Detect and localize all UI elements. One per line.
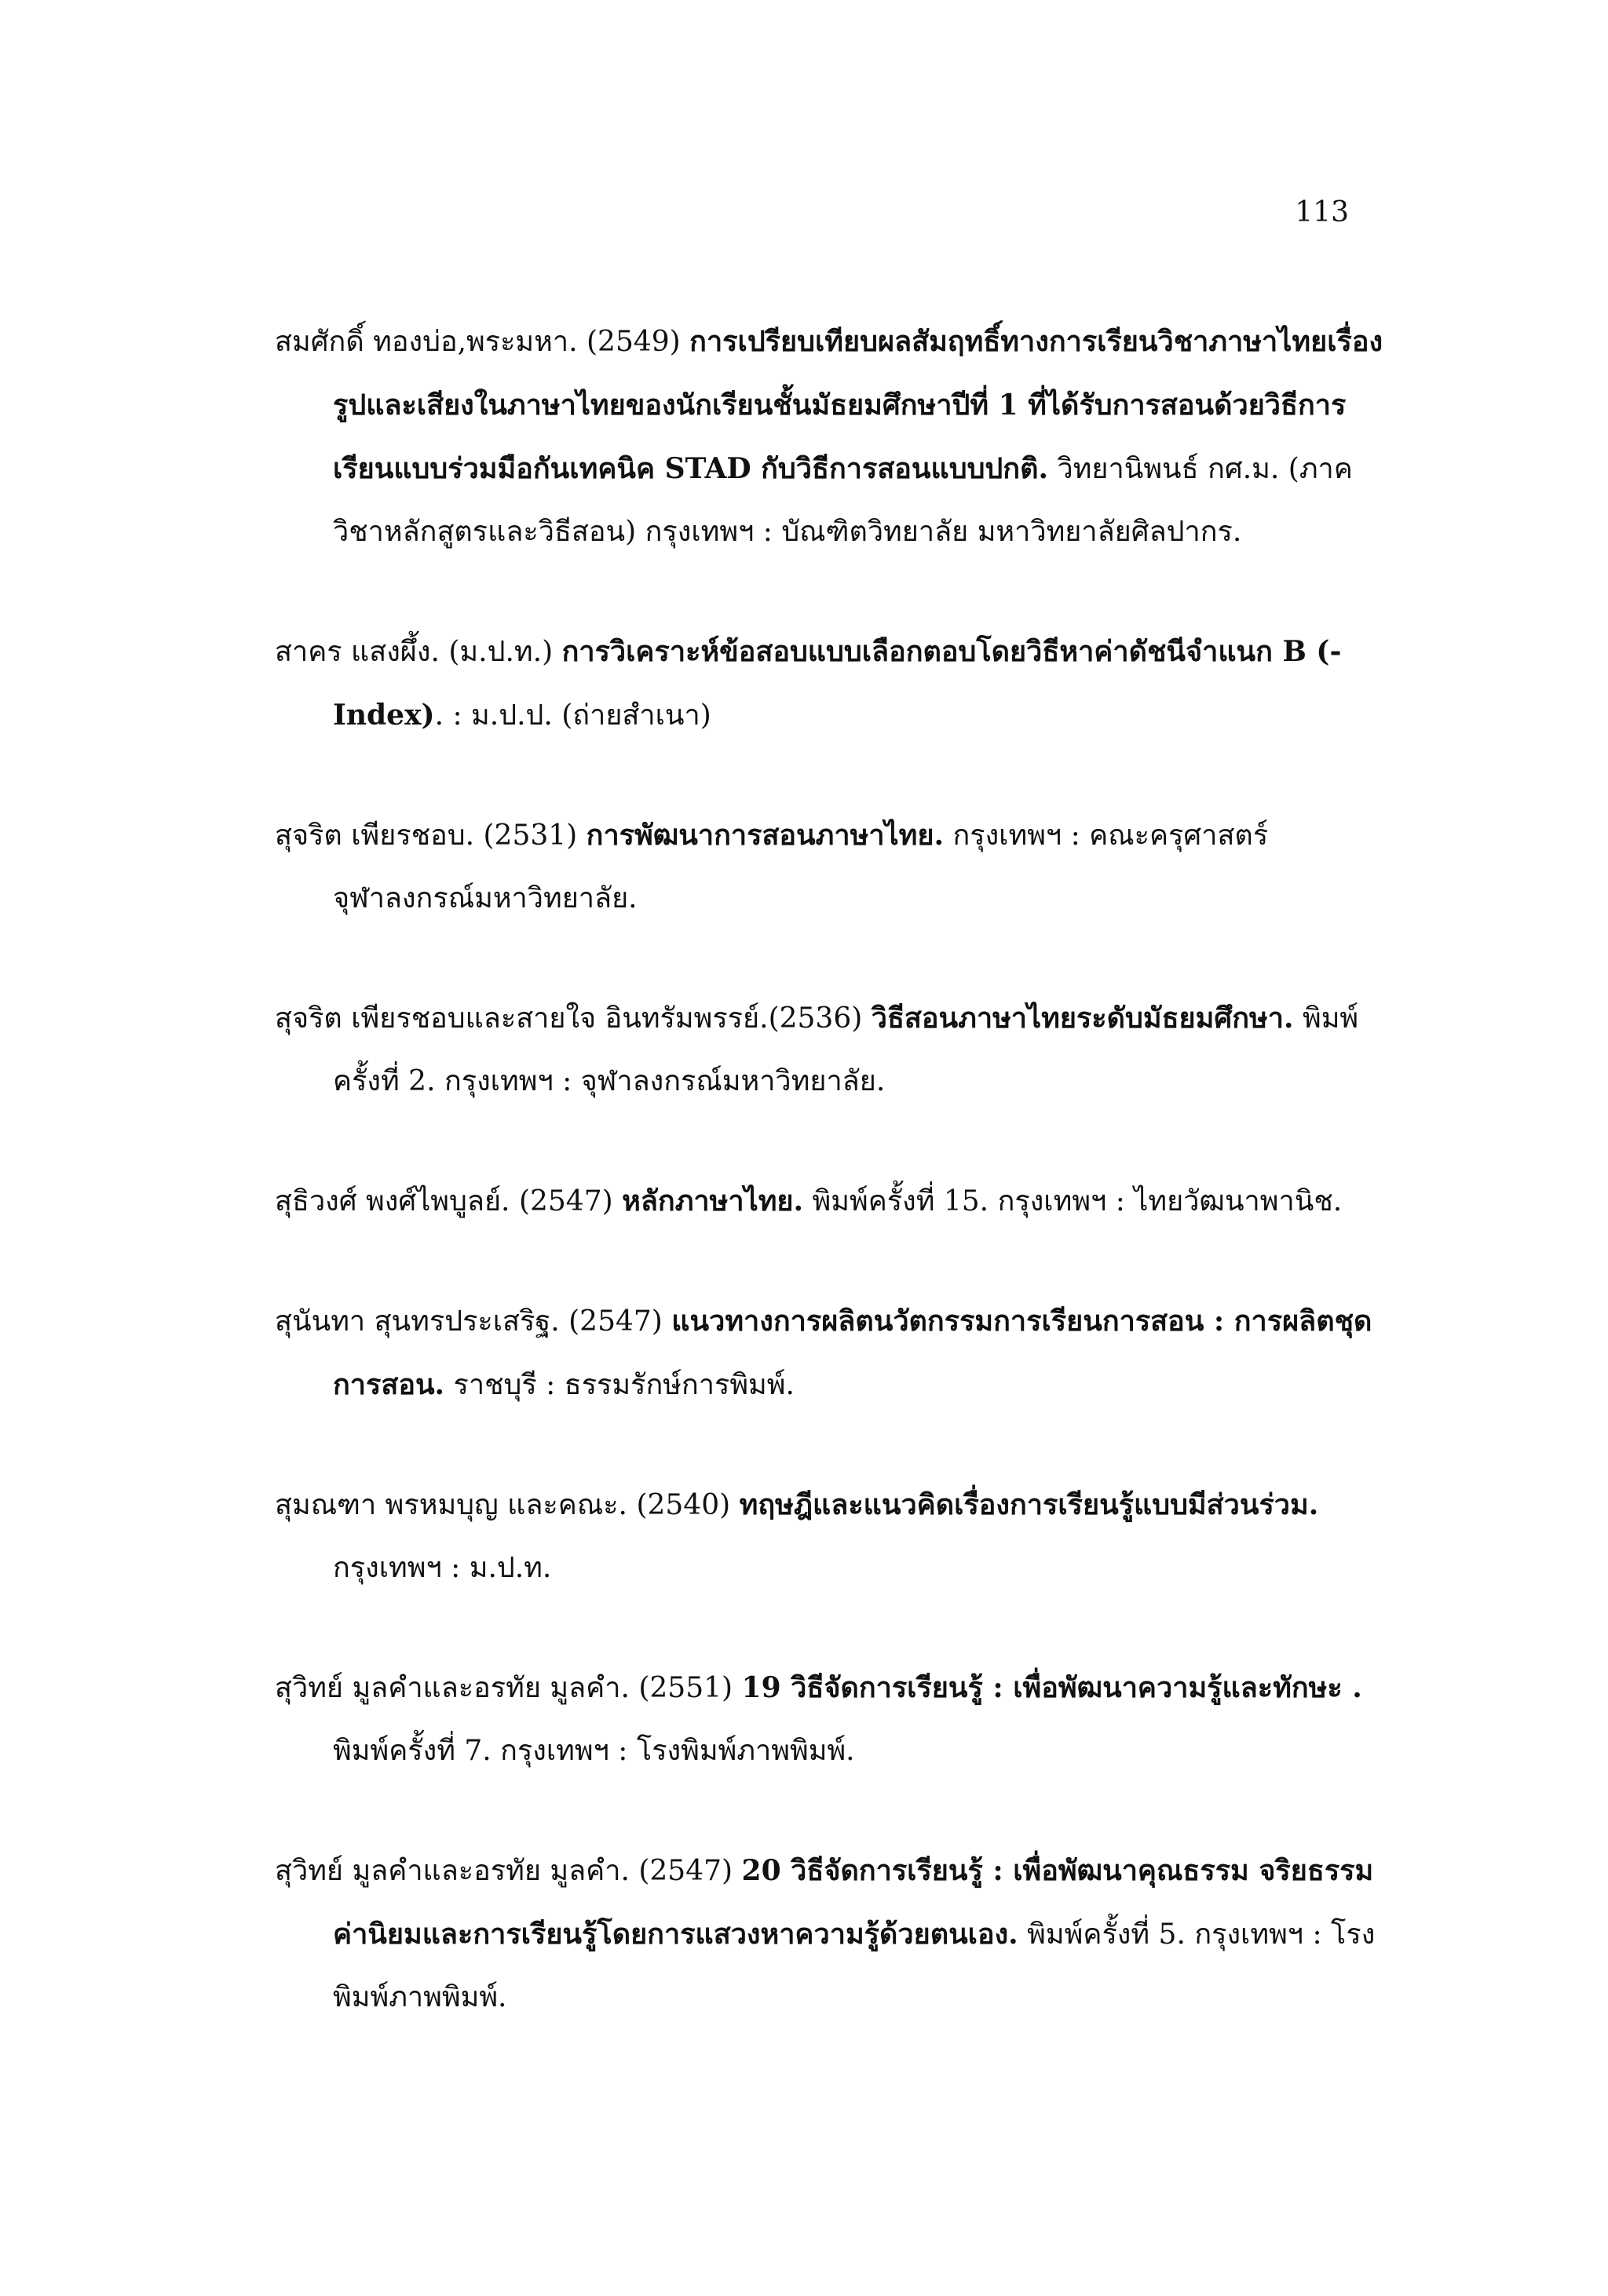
reference-entry bbox=[275, 1473, 1390, 1600]
reference-entry bbox=[275, 1839, 1390, 2029]
page-number: 113 bbox=[1295, 196, 1349, 228]
reference-publication: . : ม.ป.ป. (ถ่ายสำเนา) bbox=[434, 699, 711, 732]
reference-title: การพัฒนาการสอนภาษาไทย. bbox=[586, 819, 944, 852]
reference-author: สุมณฑา พรหมบุญ และคณะ. bbox=[275, 1489, 627, 1521]
reference-author: สมศักดิ์ ทองบ่อ,พระมหา. bbox=[275, 326, 578, 358]
reference-publication: พิมพ์ครั้งที่ 7. กรุงเทพฯ : โรงพิมพ์ภาพพิมพ์. bbox=[333, 1735, 855, 1767]
reference-title: วิธีสอนภาษาไทยระดับมัธยมศึกษา. bbox=[871, 1002, 1294, 1035]
reference-year: (2549) bbox=[587, 326, 681, 358]
reference-publication: ราชบุรี : ธรรมรักษ์การพิมพ์. bbox=[453, 1369, 795, 1401]
reference-author: สุวิทย์ มูลคำและอรทัย มูลคำ. bbox=[275, 1672, 630, 1704]
reference-entry bbox=[275, 1290, 1390, 1417]
reference-title: แนวทางการผลิตนวัตกรรมการเรียนการสอน : การผลิตชุดการสอน. bbox=[333, 1305, 1372, 1401]
reference-author: สุจริต เพียรชอบและสายใจ อินทรัมพรรย์. bbox=[275, 1002, 769, 1035]
reference-year: (2547) bbox=[518, 1185, 613, 1217]
reference-entry bbox=[275, 310, 1390, 564]
reference-title: หลักภาษาไทย. bbox=[622, 1185, 804, 1217]
reference-publication: พิมพ์ครั้งที่ 5. กรุงเทพฯ : โรงพิมพ์ภาพพิมพ์. bbox=[333, 1918, 1376, 2013]
reference-entry bbox=[275, 620, 1390, 747]
reference-year: (2547) bbox=[638, 1855, 733, 1887]
reference-author: สุจริต เพียรชอบ. bbox=[275, 819, 475, 852]
reference-year: (2531) bbox=[483, 819, 578, 852]
reference-title: 20 วิธีจัดการเรียนรู้ : เพื่อพัฒนาคุณธรรม จริยธรรมค่านิยมและการเรียนรู้โดยการแสวงหาความรู้ด้วยตนเอง. bbox=[333, 1854, 1374, 1951]
reference-author: สุวิทย์ มูลคำและอรทัย มูลคำ. bbox=[275, 1855, 630, 1887]
reference-list bbox=[275, 310, 1390, 2086]
reference-publication: วิทยานิพนธ์ กศ.ม. (ภาควิชาหลักสูตรและวิธีสอน) กรุงเทพฯ : บัณฑิตวิทยาลัย มหาวิทยาลัยศิลปากร. bbox=[333, 453, 1353, 548]
reference-year: (2536) bbox=[768, 1002, 863, 1035]
reference-year: (ม.ป.ท.) bbox=[448, 636, 554, 668]
reference-title: การเปรียบเทียบผลสัมฤทธิ์ทางการเรียนวิชาภาษาไทยเรื่อง รูปและเสียงในภาษาไทยของนักเรียนชั้นมัธยมศึกษาปีที่ 1 ที่ได้รับการสอนด้วยวิธีการเรียนแบบร่วมมือกันเทคนิค STAD กับวิธีการสอนแบบปกติ. bbox=[333, 325, 1383, 485]
reference-title: ทฤษฎีและแนวคิดเรื่องการเรียนรู้แบบมีส่วนร่วม. bbox=[739, 1488, 1319, 1521]
reference-entry bbox=[275, 804, 1390, 930]
reference-year: (2547) bbox=[568, 1305, 663, 1338]
reference-publication: กรุงเทพฯ : คณะครุศาสตร์ จุฬาลงกรณ์มหาวิทยาลัย. bbox=[333, 819, 1269, 914]
reference-entry bbox=[275, 1170, 1390, 1233]
reference-title: 19 วิธีจัดการเรียนรู้ : เพื่อพัฒนาความรู้และทักษะ . bbox=[741, 1671, 1362, 1704]
reference-year: (2540) bbox=[636, 1489, 731, 1521]
reference-publication: พิมพ์ครั้งที่ 15. กรุงเทพฯ : ไทยวัฒนาพานิช. bbox=[812, 1185, 1343, 1217]
reference-author: สุนันทา สุนทรประเสริฐ. bbox=[275, 1305, 560, 1338]
reference-publication: พิมพ์ครั้งที่ 2. กรุงเทพฯ : จุฬาลงกรณ์มหาวิทยาลัย. bbox=[333, 1002, 1359, 1097]
reference-publication: กรุงเทพฯ : ม.ป.ท. bbox=[333, 1552, 552, 1584]
reference-author: สาคร แสงผึ้ง. bbox=[275, 636, 440, 668]
reference-author: สุธิวงศ์ พงศ์ไพบูลย์. bbox=[275, 1185, 510, 1217]
reference-entry bbox=[275, 1656, 1390, 1783]
reference-year: (2551) bbox=[638, 1672, 733, 1704]
reference-entry bbox=[275, 987, 1390, 1113]
reference-title: การวิเคราะห์ข้อสอบแบบเลือกตอบโดยวิธีหาค่าดัชนีจำแนก B (-Index) bbox=[333, 635, 1342, 732]
